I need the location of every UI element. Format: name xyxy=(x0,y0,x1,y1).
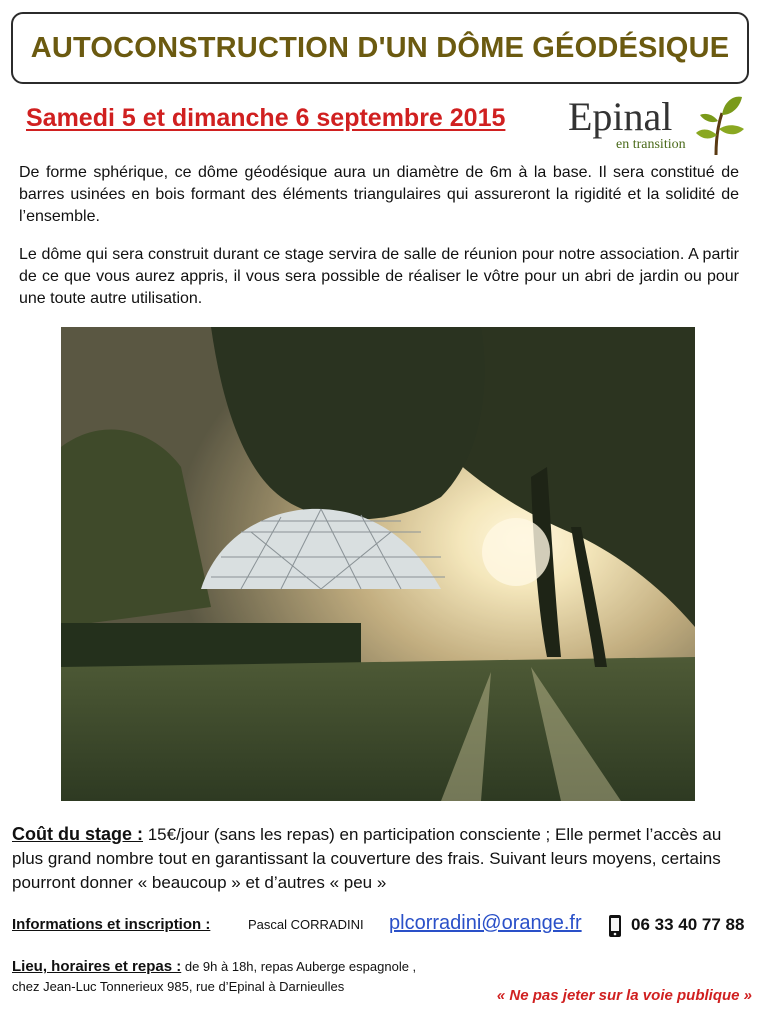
geodesic-dome-photo xyxy=(61,327,695,801)
event-date: Samedi 5 et dimanche 6 septembre 2015 xyxy=(26,104,506,132)
description-paragraph-2: Le dôme qui sera construit durant ce stage servira de salle de réunion pour notre association. A partir de ce que vous aurez appris, il vous sera possible de réaliser le vôtre pour un abri de jardin ou pour une toute autre utilisation. xyxy=(19,246,739,307)
logo-tagline: en transition xyxy=(616,137,686,152)
info-section xyxy=(12,912,757,942)
description-paragraph-1: De forme sphérique, ce dôme géodésique aura un diamètre de 6m à la base. Il sera constitué de barres usinées en bois formant des éléments triangulaires qui assureront la rigidité et la solidité de l’ensemble. xyxy=(19,164,739,225)
lieu-label: Lieu, horaires et repas : xyxy=(12,958,182,975)
cost-text: 15€/jour (sans les repas) en participation consciente ; Elle permet l’accès au plus grand nombre tout en garantissant la couverture des frais. Suivant leurs moyens, certains pourront donner « beaucoup » et d’autres « peu » xyxy=(12,825,722,892)
lieu-text: de 9h à 18h, repas Auberge espagnole , xyxy=(184,959,417,974)
title-box xyxy=(11,12,749,84)
epinal-logo xyxy=(566,93,746,159)
leaf-sprout-icon xyxy=(694,95,746,157)
cost-section xyxy=(12,822,732,895)
logo-name: Epinal xyxy=(568,94,673,139)
cost-label: Coût du stage : xyxy=(12,824,143,844)
mobile-phone-icon xyxy=(608,914,622,938)
contact-phone: 06 33 40 77 88 xyxy=(631,915,745,934)
lieu-section xyxy=(12,958,416,975)
info-label: Informations et inscription : xyxy=(12,916,211,933)
disposal-notice: « Ne pas jeter sur la voie publique » xyxy=(496,987,752,1004)
contact-email-link[interactable]: plcorradini@orange.fr xyxy=(389,912,582,934)
address-text: chez Jean-Luc Tonnerieux 985, rue d’Epinal à Darnieulles xyxy=(12,979,345,994)
contact-name: Pascal CORRADINI xyxy=(248,917,364,932)
page-title: AUTOCONSTRUCTION D'UN DÔME GÉODÉSIQUE xyxy=(30,31,730,64)
